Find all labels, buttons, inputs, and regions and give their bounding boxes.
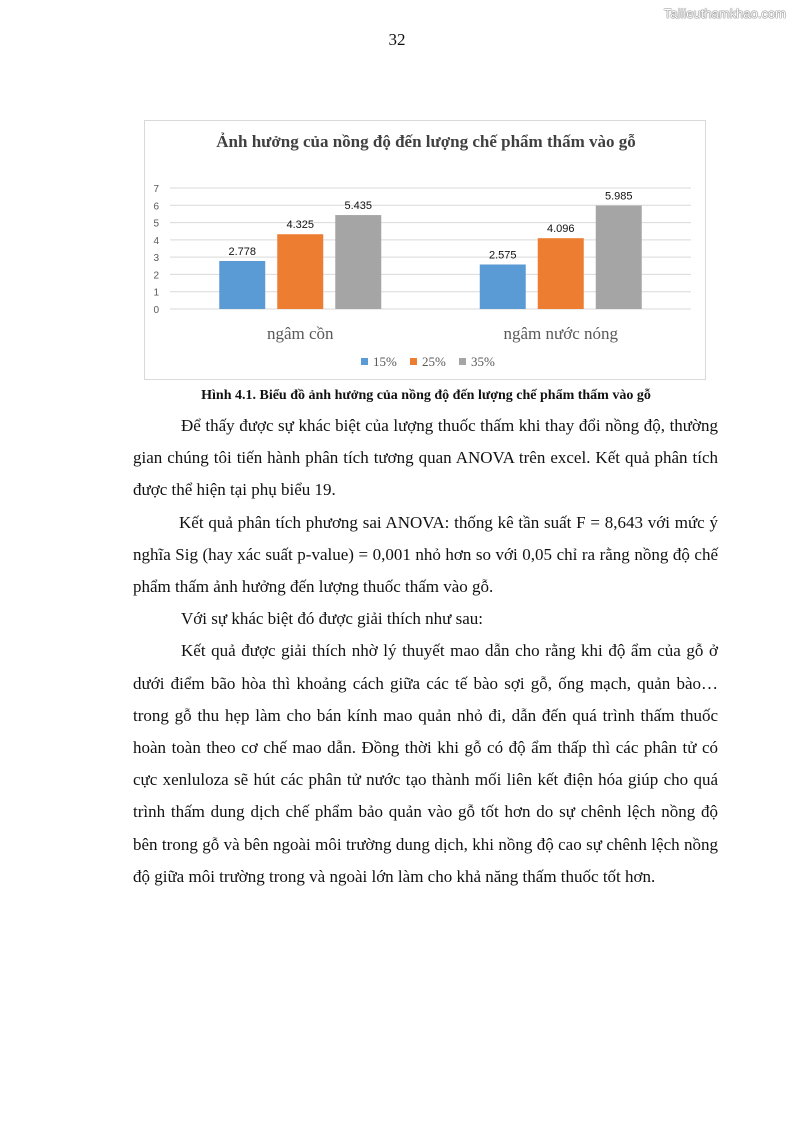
y-tick-label: 6 — [153, 201, 159, 213]
category-label: ngâm cồn — [266, 324, 334, 343]
y-tick-label: 3 — [153, 253, 159, 265]
body-text — [133, 410, 718, 893]
watermark: Tailieuthamkhao.com — [663, 6, 786, 21]
legend-swatch — [459, 358, 466, 365]
y-tick-label: 2 — [153, 270, 159, 282]
y-tick-label: 7 — [153, 184, 159, 195]
data-label: 5.985 — [604, 190, 633, 203]
y-tick-label: 1 — [153, 287, 159, 299]
paragraph: Kết quả được giải thích nhờ lý thuyết mao dẫn cho rằng khi độ ẩm của gỗ ở dưới điểm bão hòa thì khoảng cách giữa các tế bào sợi gỗ, ống mạch, quản bào… trong gỗ thu hẹp làm cho bán kính mao quản nhỏ đi, dẫn đến quá trình thấm thuốc hoàn toàn theo cơ chế mao dẫn. Đồng thời khi gỗ có độ ẩm thấp thì các phân tử có cực xenluloza sẽ hút các phân tử nước tạo thành mối liên kết điện hóa giúp cho quá trình thấm dung dịch chế phẩm bảo quản vào gỗ tốt hơn do sự chênh lệch nồng độ bên trong gỗ và bên ngoài môi trường dung dịch, khi nồng độ cao sự chênh lệch nồng độ giữa môi trường trong và ngoài lớn làm cho khả năng thấm thuốc tốt hơn. — [133, 641, 718, 886]
chart — [144, 120, 706, 380]
bar — [277, 234, 323, 309]
y-tick-label: 4 — [153, 235, 159, 247]
y-tick-label: 5 — [153, 218, 159, 230]
data-label: 2.575 — [488, 249, 517, 262]
data-label: 2.778 — [228, 245, 257, 258]
data-label: 4.325 — [286, 219, 315, 232]
paragraph: Với sự khác biệt đó được giải thích như sau: — [181, 609, 483, 629]
figure-caption: Hình 4.1. Biểu đồ ảnh hưởng của nồng độ đến lượng chế phẩm thấm vào gỗ — [201, 388, 651, 403]
legend-label: 15% — [373, 354, 397, 369]
bar — [335, 215, 381, 309]
chart-title: Ảnh hưởng của nồng độ đến lượng chế phẩm thấm vào gỗ — [216, 132, 636, 151]
y-tick-label: 0 — [153, 305, 159, 316]
data-label: 4.096 — [546, 223, 575, 236]
paragraph: Kết quả phân tích phương sai ANOVA: thống kê tần suất F = 8,643 với mức ý nghĩa Sig (hay xác suất p-value) = 0,001 nhỏ hơn so với 0,05 chỉ ra rằng nồng độ chế phẩm thấm ảnh hưởng đến lượng thuốc thấm vào gỗ. — [133, 512, 718, 597]
bar — [538, 238, 584, 309]
legend-swatch — [410, 358, 417, 365]
paragraph: Để thấy được sự khác biệt của lượng thuốc thấm khi thay đổi nồng độ, thường gian chúng tôi tiến hành phân tích tương quan ANOVA trên excel. Kết quả phân tích được thể hiện tại phụ biểu 19. — [133, 416, 718, 500]
chart-plot — [145, 121, 707, 381]
legend-label: 35% — [471, 354, 495, 369]
bar — [480, 264, 526, 309]
bar — [219, 261, 265, 309]
legend-swatch — [361, 358, 368, 365]
page-number: 32 — [388, 30, 406, 49]
category-label: ngâm nước nóng — [503, 324, 619, 343]
data-label: 5.435 — [344, 200, 373, 213]
bar — [596, 206, 642, 309]
legend-label: 25% — [422, 354, 446, 369]
